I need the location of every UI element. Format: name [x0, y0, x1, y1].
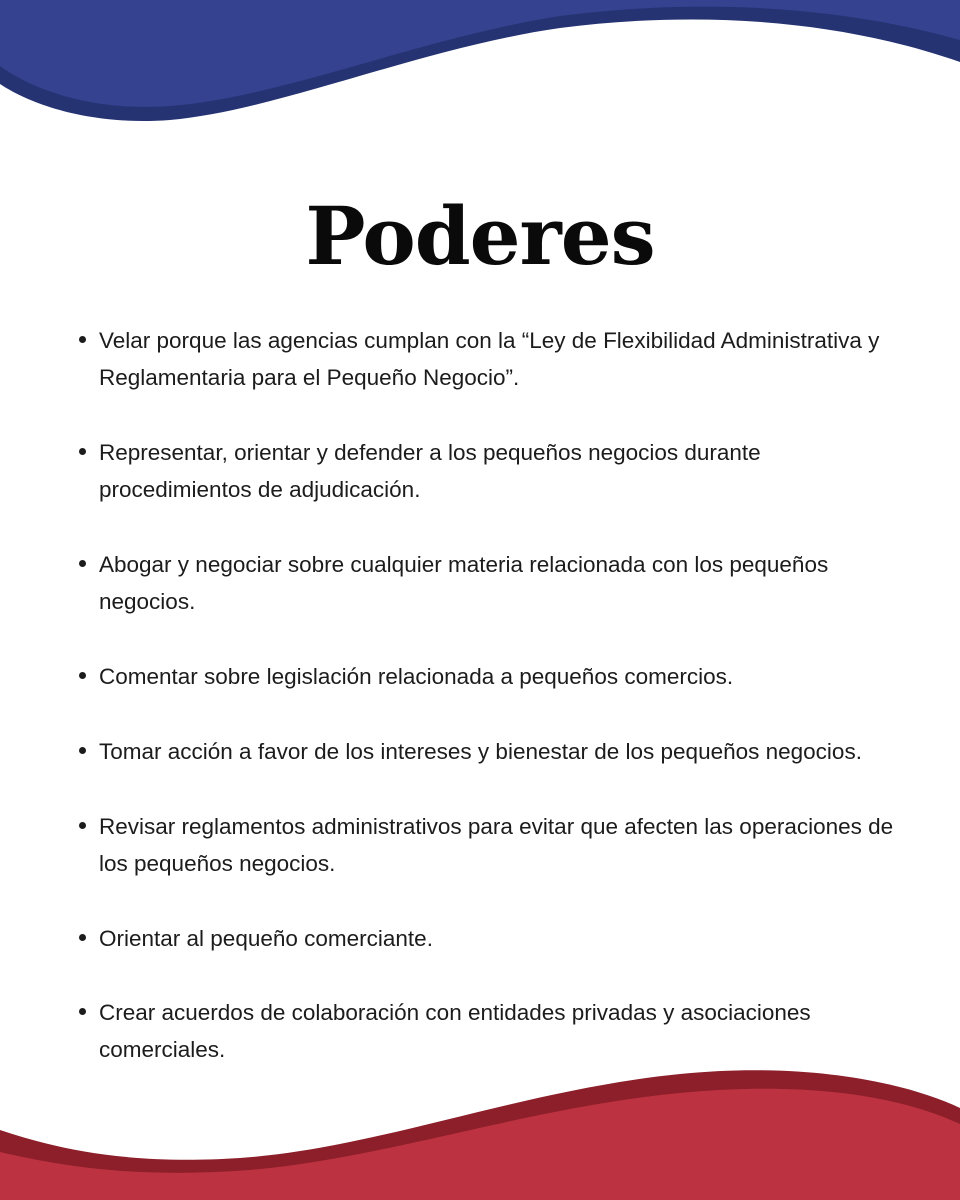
list-item-text: Orientar al pequeño comerciante.	[99, 926, 433, 951]
bullet-icon	[79, 560, 86, 567]
page-title: Poderes	[305, 189, 655, 283]
bullet-icon	[79, 672, 86, 679]
bullet-icon	[79, 448, 86, 455]
bullet-icon	[79, 1008, 86, 1015]
list-item-text: Revisar reglamentos administrativos para evitar que afecten las operaciones de los pequeños negocios.	[99, 814, 894, 876]
bullet-icon	[79, 822, 86, 829]
list-item-text: Crear acuerdos de colaboración con entidades privadas y asociaciones comerciales.	[99, 1000, 811, 1062]
list-item-text: Representar, orientar y defender a los pequeños negocios durante procedimientos de adjudicación.	[99, 440, 761, 502]
list-item-text: Abogar y negociar sobre cualquier materia relacionada con los pequeños negocios.	[99, 552, 829, 614]
bullet-icon	[79, 747, 86, 754]
list-item-text: Velar porque las agencias cumplan con la “Ley de Flexibilidad Administrativa y Reglamentaria para el Pequeño Negocio”.	[99, 328, 880, 390]
list-item-text: Tomar acción a favor de los intereses y bienestar de los pequeños negocios.	[99, 739, 862, 764]
list-item-text: Comentar sobre legislación relacionada a pequeños comercios.	[99, 664, 734, 689]
bottom-wave-main	[0, 1089, 960, 1200]
bottom-wave-decoration	[0, 1060, 960, 1200]
bullet-icon	[79, 934, 86, 941]
bullet-icon	[79, 336, 86, 343]
